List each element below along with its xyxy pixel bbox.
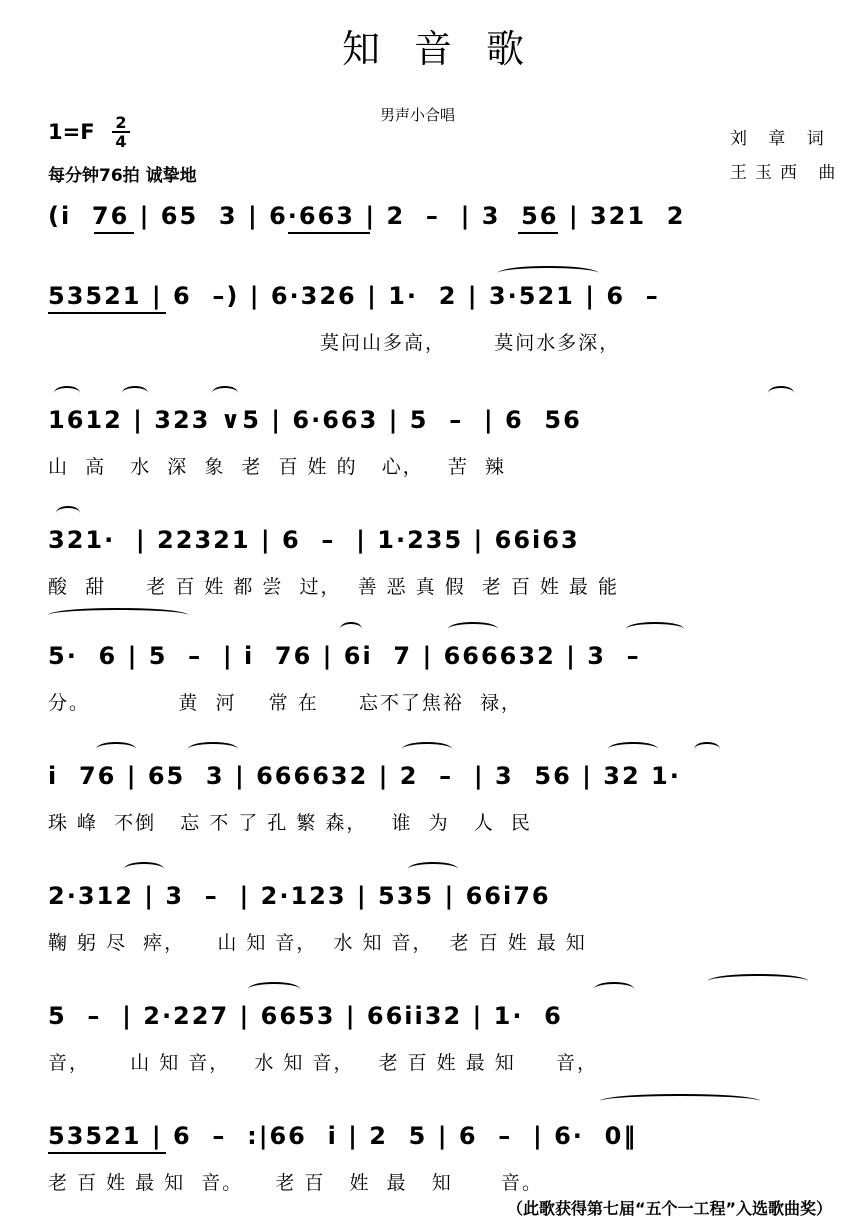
notation-line: 53521 | 6 –) | 6·326 | 1· 2 | 3·521 | 6 –	[48, 282, 660, 310]
score-system-5	[48, 636, 838, 746]
notation-line: (i 76 | 65 3 | 6·663 | 2 – | 3 56 | 321 2	[48, 202, 686, 230]
score-system-3	[48, 400, 838, 510]
slur	[56, 506, 80, 520]
slur	[188, 742, 238, 756]
score-system-8	[48, 996, 838, 1106]
underline-beam	[288, 232, 370, 234]
key-signature: 1=F	[48, 120, 95, 144]
notation-line: i 76 | 65 3 | 666632 | 2 – | 3 56 | 32 1·	[48, 762, 681, 790]
notation-line: 1612 | 323 ∨5 | 6·663 | 5 – | 6 56	[48, 406, 582, 434]
notation-line: 5 – | 2·227 | 6653 | 66ii32 | 1· 6	[48, 1002, 563, 1030]
score-system-7	[48, 876, 838, 986]
slur	[448, 622, 498, 636]
slur	[122, 386, 148, 400]
notation-line: 5· 6 | 5 – | i 76 | 6i 7 | 666632 | 3 –	[48, 642, 641, 670]
slur	[498, 266, 598, 280]
notation-line: 2·312 | 3 – | 2·123 | 535 | 66i76	[48, 882, 551, 910]
lyric-line: 鞠 躬 尽 瘁， 山 知 音， 水 知 音， 老 百 姓 最 知	[48, 932, 587, 954]
lyric-line: 老 百 姓 最 知 音。 老 百 姓 最 知 音。	[48, 1172, 543, 1194]
underline-beam	[518, 232, 558, 234]
score-system-2	[48, 276, 838, 386]
tempo-marking: 每分钟76拍 诚挚地	[48, 166, 197, 186]
slur	[608, 742, 658, 756]
slur	[626, 622, 684, 636]
lyric-line: 莫问山多高， 莫问水多深，	[320, 332, 621, 354]
notation-line: 53521 | 6 – :|66 i | 2 5 | 6 – | 6· 0‖	[48, 1122, 638, 1150]
slur	[694, 742, 720, 756]
slur	[708, 974, 808, 988]
slur	[600, 1094, 760, 1108]
performance-type: 男声小合唱	[380, 106, 456, 124]
underline-beam	[48, 1152, 166, 1154]
underline-beam	[94, 232, 134, 234]
award-note: （此歌获得第七届“五个一工程”入选歌曲奖）	[506, 1199, 832, 1218]
slur	[54, 386, 80, 400]
lyric-line: 珠 峰 不倒 忘 不 了 孔 繁 森， 谁 为 人 民	[48, 812, 532, 834]
slur	[124, 862, 164, 876]
slur	[594, 982, 634, 996]
score-system-6	[48, 756, 838, 866]
slur	[48, 608, 188, 622]
lyricist-credit: 刘 章 词	[730, 129, 832, 149]
slur	[402, 742, 452, 756]
composer-credit: 王玉西 曲	[730, 163, 844, 183]
notation-line: 321· | 22321 | 6 – | 1·235 | 66i63	[48, 526, 580, 554]
lyric-line: 音， 山 知 音， 水 知 音， 老 百 姓 最 知 音，	[48, 1052, 598, 1074]
time-signature-top: 2	[115, 113, 127, 132]
lyric-line: 分。 黄 河 常 在 忘不了焦裕 禄，	[48, 692, 522, 714]
slur	[768, 386, 794, 400]
slur	[248, 982, 300, 996]
slur	[408, 862, 458, 876]
slur	[340, 622, 362, 636]
lyric-line: 山 高 水 深 象 老 百 姓 的 心， 苦 辣	[48, 456, 506, 478]
time-signature	[112, 114, 130, 150]
lyric-line: 酸 甜 老 百 姓 都 尝 过， 善 恶 真 假 老 百 姓 最 能	[48, 576, 619, 598]
underline-beam	[48, 312, 166, 314]
time-signature-bottom: 4	[112, 131, 130, 150]
slur	[96, 742, 136, 756]
slur	[212, 386, 238, 400]
song-title: 知音歌	[341, 27, 558, 71]
